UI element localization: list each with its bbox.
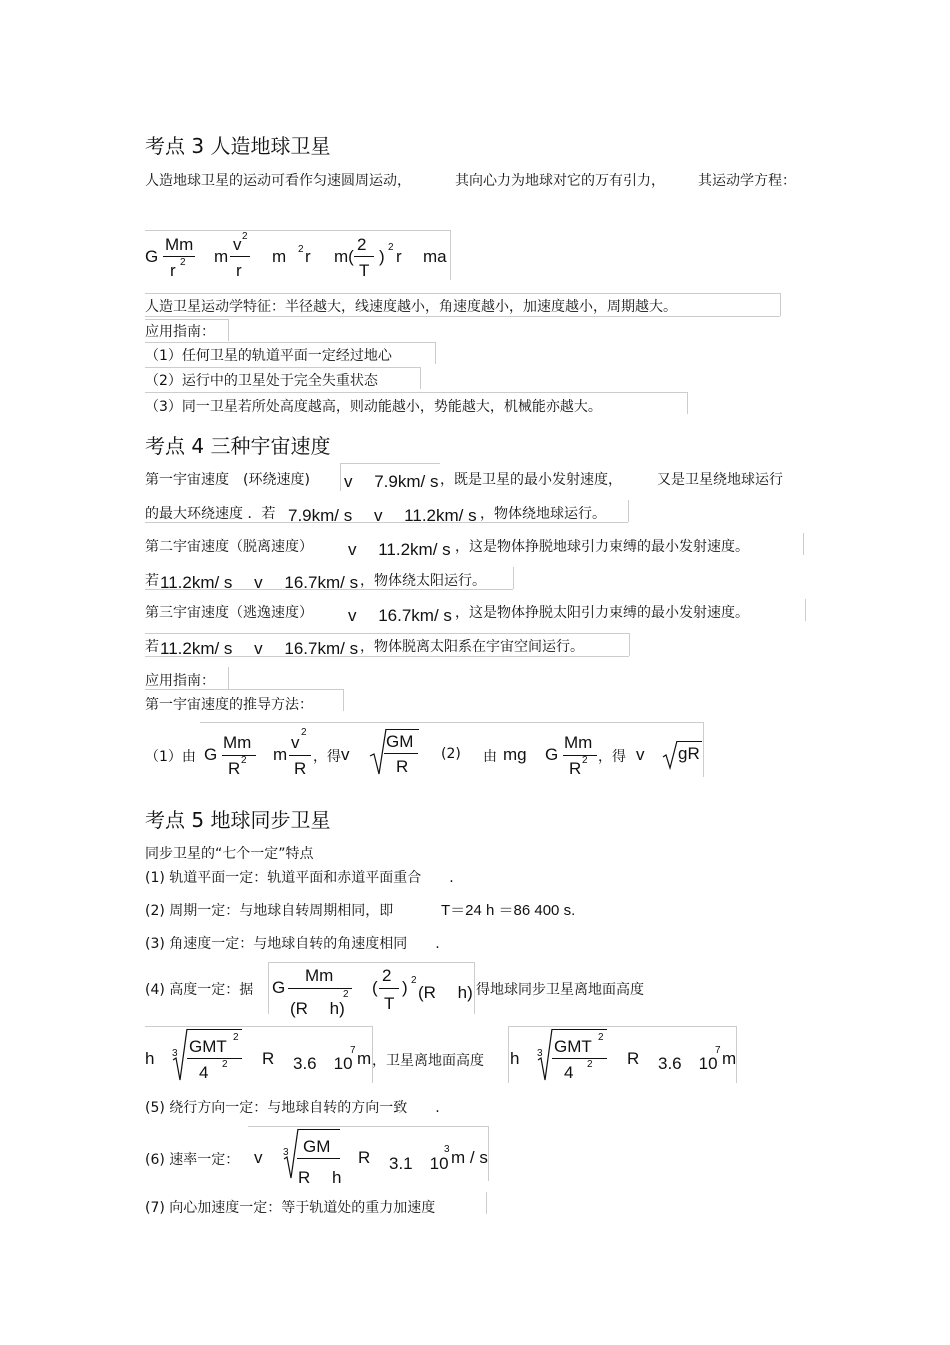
first-cosmic-speed-label: 第一宇宙速度 (环绕速度) [145, 472, 310, 488]
speed-range-3-prefix: 若 [145, 639, 159, 655]
geo-height-value: 3.6 10 [293, 1054, 353, 1073]
eq-gr: gR [678, 744, 700, 763]
speed-range-1-desc: ，物体绕地球运行。 [480, 506, 606, 522]
eq-sup: 2 [242, 231, 248, 242]
derivation-1-label: （1）由 [145, 749, 196, 765]
eq-four: 4 [564, 1063, 574, 1082]
eq-two: 2 [357, 235, 367, 254]
eq-sup: 2 [388, 242, 394, 253]
second-cosmic-speed-label: 第二宇宙速度（脱离速度） [145, 539, 313, 555]
eq-paren: ) [402, 978, 408, 997]
eq-h: h [145, 1049, 155, 1068]
eq-mm: Mm [305, 966, 334, 985]
eq-sup: 2 [241, 755, 247, 766]
eq-r: R [262, 1049, 275, 1068]
eq-sup: 2 [598, 1032, 604, 1043]
eq-sup: 2 [180, 257, 186, 268]
eq-m: m [273, 745, 288, 764]
derivation-heading: 第一宇宙速度的推导方法： [145, 697, 313, 713]
eq-v: v [636, 745, 645, 764]
eq-gm: GM [303, 1137, 331, 1156]
eq-m: m [272, 247, 287, 266]
first-cosmic-speed-desc-b: 又是卫星绕地球运行 [657, 472, 783, 488]
eq-r: r [170, 261, 176, 280]
section-3-title: 考点 3 人造地球卫星 [145, 134, 331, 158]
geo-item-4: (4) 高度一定：据 [145, 982, 254, 998]
root-index: 3 [283, 1147, 289, 1158]
eq-g: G [545, 745, 559, 764]
speed-range-2-desc: ，物体绕太阳运行。 [360, 573, 486, 589]
eq-r: R [294, 759, 307, 778]
guide-item-3: （3）同一卫星若所处高度越高，则动能越小，势能越大，机械能亦越大。 [145, 399, 602, 415]
eq-rh: (R h) [290, 999, 345, 1018]
third-cosmic-speed-desc: ，这是物体挣脱太阳引力束缚的最小发射速度。 [455, 605, 749, 621]
second-cosmic-speed-value: v 11.2km/ s [348, 540, 451, 559]
cube-root-icon [283, 1128, 299, 1180]
derivation-by: 由 [483, 749, 497, 765]
cube-root-icon [172, 1028, 188, 1082]
eq-sup: 2 [301, 727, 307, 738]
eq-unit: m [722, 1049, 737, 1068]
application-guide-label-2: 应用指南： [145, 673, 215, 689]
geo-item-7: (7) 向心加速度一定：等于轨道处的重力加速度 [145, 1200, 436, 1216]
root-index: 3 [537, 1048, 543, 1059]
speed-range-2: 11.2km/ s v 16.7km/ s [160, 573, 359, 592]
eq-paren: ) [379, 247, 385, 266]
eq-v: v [233, 235, 242, 254]
eq-r: r [305, 247, 311, 266]
eq-sup: 2 [343, 989, 349, 1000]
guide-item-2: （2）运行中的卫星处于完全失重状态 [145, 373, 378, 389]
speed-range-3-desc: ，物体脱离太阳系在宇宙空间运行。 [360, 639, 584, 655]
root-index: 3 [172, 1048, 178, 1059]
eq-v: v [291, 733, 300, 752]
speed-range-2-prefix: 若 [145, 573, 159, 589]
eq-g: G [145, 247, 159, 266]
eq-v: v [341, 745, 350, 764]
eq-sup: 2 [222, 1059, 228, 1070]
first-cosmic-speed-desc: ，既是卫星的最小发射速度， [440, 472, 622, 488]
first-cosmic-speed-value: v 7.9km/ s [344, 472, 439, 491]
sqrt-icon [662, 740, 678, 770]
eq-sup: 3 [444, 1144, 450, 1155]
section-5-intro: 同步卫星的“七个一定”特点 [145, 846, 314, 862]
derivation-get-2: ，得 [598, 749, 626, 765]
eq-unit: m [357, 1049, 372, 1068]
eq-r: R [228, 759, 241, 778]
eq-sup: 2 [582, 755, 588, 766]
derivation-get: ，得 [313, 749, 341, 765]
section-4-title: 考点 4 三种宇宙速度 [145, 434, 331, 458]
section-5-title: 考点 5 地球同步卫星 [145, 808, 331, 832]
derivation-2-label: (2) [441, 746, 461, 762]
eq-g: G [204, 745, 218, 764]
eq-r: r [396, 247, 402, 266]
eq-sup: 2 [587, 1059, 593, 1070]
eq-v: v [254, 1148, 263, 1167]
eq-gmt: GMT [189, 1037, 227, 1056]
satellite-features: 人造卫星运动学特征：半径越大，线速度越小，角速度越小，加速度越小，周期越大。 [145, 299, 677, 315]
geo-item-6: (6) 速率一定： [145, 1152, 240, 1168]
geo-speed-value: 3.1 10 [389, 1154, 449, 1173]
eq-four: 4 [199, 1063, 209, 1082]
eq-paren: ( [372, 978, 378, 997]
geo-height-desc: 得地球同步卫星离地面高度 [476, 982, 644, 998]
geo-height-mid: ，卫星离地面高度 [372, 1053, 484, 1069]
eq-h: h [510, 1049, 520, 1068]
eq-m-paren: m( [334, 247, 354, 266]
cube-root-icon [537, 1028, 553, 1082]
eq-gmt: GMT [554, 1037, 592, 1056]
eq-gm: GM [386, 732, 414, 751]
first-cosmic-speed-cont: 的最大环绕速度 ．若 [145, 506, 276, 522]
eq-rh: (R h) [418, 983, 473, 1002]
section-3-intro-b: 其向心力为地球对它的万有引力， [455, 173, 665, 189]
speed-range-1: 7.9km/ s v 11.2km/ s [288, 506, 477, 525]
speed-range-3: 11.2km/ s v 16.7km/ s [160, 639, 359, 658]
eq-mg: mg [503, 745, 527, 764]
guide-item-1: （1）任何卫星的轨道平面一定经过地心 [145, 348, 392, 364]
third-cosmic-speed-label: 第三宇宙速度（逃逸速度） [145, 605, 313, 621]
geo-item-1: (1) 轨道平面一定：轨道平面和赤道平面重合 . [145, 870, 454, 886]
eq-m: m [214, 247, 229, 266]
section-3-intro-c: 其运动学方程： [698, 173, 796, 189]
eq-unit: m / s [451, 1148, 488, 1167]
second-cosmic-speed-desc: ，这是物体挣脱地球引力束缚的最小发射速度。 [455, 539, 749, 555]
eq-rh: R h [298, 1168, 342, 1187]
eq-r: R [358, 1148, 371, 1167]
eq-mm: Mm [165, 235, 194, 254]
geo-item-5: (5) 绕行方向一定：与地球自转的方向一致 . [145, 1100, 440, 1116]
geo-item-2: (2) 周期一定：与地球自转周期相同，即 [145, 903, 394, 919]
eq-r: R [396, 757, 409, 776]
section-3-intro-a: 人造地球卫星的运动可看作匀速圆周运动， [145, 173, 411, 189]
eq-sup: 7 [715, 1045, 721, 1056]
eq-mm: Mm [564, 733, 593, 752]
geo-period-value: T＝24 h ＝86 400 s. [441, 902, 576, 919]
eq-r: R [627, 1049, 640, 1068]
eq-sup: 2 [233, 1032, 239, 1043]
eq-ma: ma [423, 247, 447, 266]
eq-sup: 2 [298, 244, 304, 255]
eq-two: 2 [382, 966, 392, 985]
eq-t: T [384, 994, 395, 1013]
eq-r: R [569, 759, 582, 778]
third-cosmic-speed-value: v 16.7km/ s [348, 606, 452, 625]
geo-height-value: 3.6 10 [658, 1054, 718, 1073]
eq-t: T [359, 261, 370, 280]
eq-mm: Mm [223, 733, 252, 752]
eq-r: r [236, 261, 242, 280]
application-guide-label: 应用指南： [145, 324, 215, 340]
geo-item-3: (3) 角速度一定：与地球自转的角速度相同 . [145, 936, 440, 952]
eq-sup: 7 [350, 1045, 356, 1056]
eq-sup: 2 [411, 975, 417, 986]
eq-g: G [272, 978, 286, 997]
